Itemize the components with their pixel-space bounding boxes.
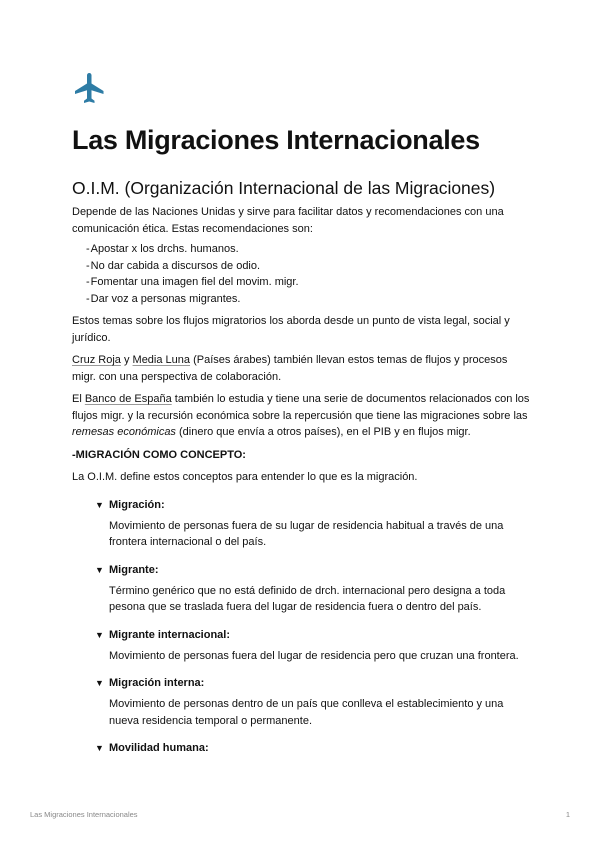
text-mid: también lo estudia y tiene una serie de documentos relacionados con los flujos migr. y la recursión económica sobre la repercusión que tiene las migraciones sobre las [72,393,530,422]
page-footer [30,810,570,819]
media-luna-link[interactable]: Media Luna [132,354,191,367]
toggle-title: Migrante: [109,563,159,576]
document-page [72,70,532,756]
section-heading: O.I.M. (Organización Internacional de las Migraciones) [72,178,496,199]
toggle-body: Movimiento de personas fuera del lugar de residencia pero que cruzan una frontera. [109,649,519,662]
legal-paragraph: Estos temas sobre los flujos migratorios los aborda desde un punto de vista legal, social y jurídico. [72,315,510,344]
toggle-title: Migrante internacional: [109,628,231,641]
text-pre: El [72,393,85,406]
list-item: - No dar cabida a discursos de odio. [86,258,532,275]
text-post: (dinero que envía a otros países), en el PIB y en flujos migr. [175,426,471,439]
red-cross-paragraph [72,352,532,385]
footer-title: Las Migraciones Internacionales [30,810,138,819]
toggle-triangle-icon[interactable]: ▼ [95,629,104,640]
page-title: Las Migraciones Internacionales [72,125,480,155]
toggle-title: Migración interna: [109,677,205,690]
text-rest: (Países árabes) también llevan estos temas de flujos y procesos migr. con una perspectiva de colaboración. [72,354,508,383]
airplane-icon [72,70,108,106]
bank-paragraph [72,391,532,441]
toggle-migrante-internacional[interactable] [95,627,532,665]
banco-espana-link[interactable]: Banco de España [84,393,172,406]
concept-subheading: -MIGRACIÓN COMO CONCEPTO: [72,448,246,461]
toggle-body: Movimiento de personas dentro de un país que conlleva el establecimiento y una nueva residencia temporal o permanente. [109,698,504,727]
toggle-triangle-icon[interactable]: ▼ [95,499,104,510]
toggle-migracion[interactable] [95,497,532,551]
toggle-body: Término genérico que no está definido de drch. internacional pero designa a toda pesona que se traslada fuera del lugar de residencia fuera o dentro del país. [109,584,506,614]
toggle-movilidad-humana[interactable] [95,740,532,756]
remesas-emphasis: remesas económicas [72,426,176,439]
intro-paragraph: Depende de las Naciones Unidas y sirve para facilitar datos y recomendaciones con una comunicación ética. Estas recomendaciones son: [72,206,504,235]
list-item: - Apostar x los drchs. humanos. [86,241,532,258]
toggle-body: Movimiento de personas fuera de su lugar de residencia habitual a través de una frontera internacional o del país. [109,519,504,549]
toggle-triangle-icon[interactable]: ▼ [95,678,104,689]
toggle-triangle-icon[interactable]: ▼ [95,564,104,575]
toggle-migracion-interna[interactable] [95,675,532,729]
page-number: 1 [565,810,570,819]
toggle-migrante[interactable] [95,562,532,616]
concept-intro: La O.I.M. define estos conceptos para entender lo que es la migración. [72,471,418,484]
toggle-title: Movilidad humana: [109,742,209,755]
recommendations-list [86,241,532,307]
toggle-triangle-icon[interactable]: ▼ [95,743,104,754]
cruz-roja-link[interactable]: Cruz Roja [72,354,121,367]
toggle-title: Migración: [109,498,165,511]
list-item: - Fomentar una imagen fiel del movim. migr. [86,274,532,291]
list-item: - Dar voz a personas migrantes. [86,291,532,308]
text-and: y [120,354,133,367]
